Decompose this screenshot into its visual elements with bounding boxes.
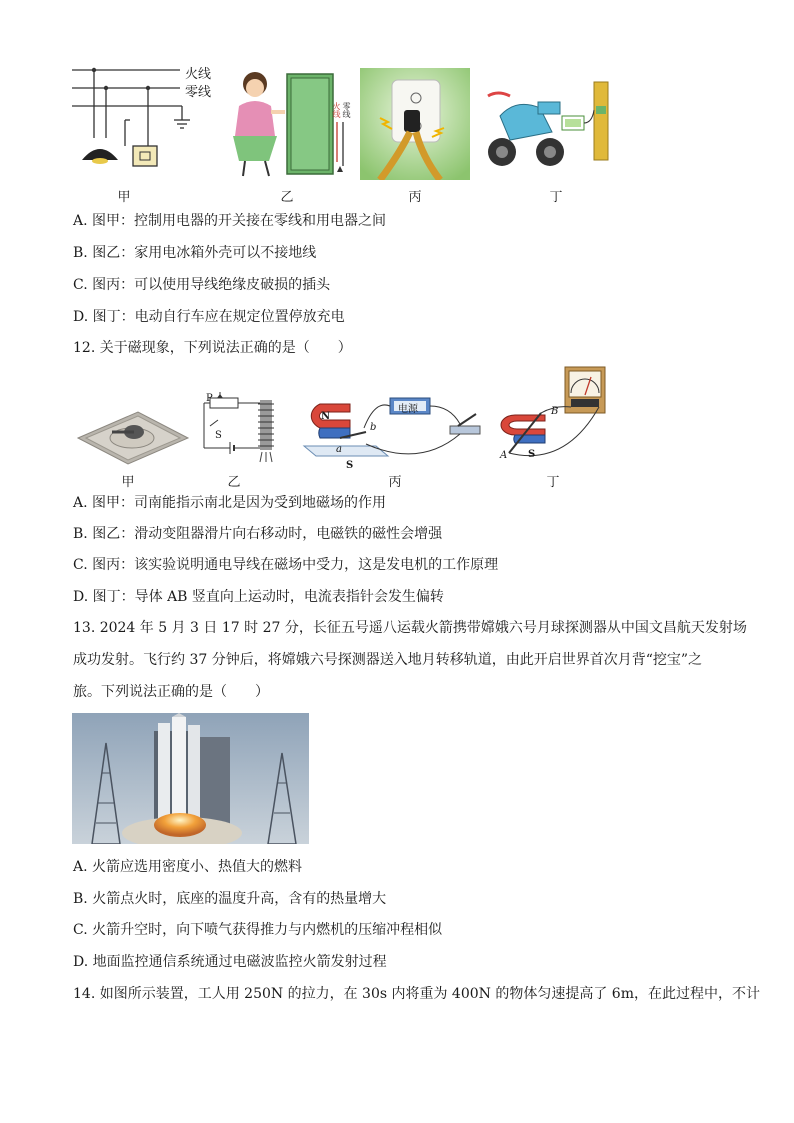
slider-p-label: P	[206, 393, 213, 404]
figure-caption-bing: 丙	[408, 190, 422, 205]
q12-caption-jia: 甲	[121, 475, 135, 490]
q13-option-b: B. 火箭点火时，底座的温度升高，含有的热量增大	[73, 891, 387, 907]
q11-option-d: D. 图丁：电动自行车应在规定位置停放充电	[73, 309, 345, 325]
neutral-short-label: 零线	[342, 102, 351, 118]
q12-caption-bing: 丙	[388, 475, 402, 490]
fridge-figure-yi	[225, 66, 350, 181]
generator-s-label: S	[528, 449, 536, 460]
q13-stem-line-1: 13. 2024 年 5 月 3 日 17 时 27 分，长征五号遥八运载火箭携带嫦娥六号月球探测器从中国文昌航天发射场	[73, 620, 747, 636]
motor-s-label: S	[346, 460, 354, 471]
q13-option-a: A. 火箭应选用密度小、热值大的燃料	[73, 859, 303, 875]
socket-figure-bing	[360, 68, 470, 180]
conductor-a-label: A	[500, 450, 508, 461]
wire-a-label: a	[336, 444, 342, 455]
q12-option-d: D. 图丁：导体 AB 竖直向上运动时，电流表指针会发生偏转	[73, 589, 444, 605]
neutral-wire-label: 零线	[185, 85, 212, 100]
live-wire-label: 火线	[185, 67, 212, 82]
rocket-launch-photo	[72, 713, 309, 844]
q12-option-a: A. 图甲：司南能指示南北是因为受到地磁场的作用	[73, 495, 387, 511]
wire-b-label: b	[370, 422, 377, 433]
figure-caption-yi: 乙	[280, 190, 294, 205]
q12-caption-yi: 乙	[227, 475, 241, 490]
figure-caption-jia: 甲	[117, 190, 131, 205]
live-wire-short-label: 火线	[332, 102, 341, 118]
q12-option-c: C. 图丙：该实验说明通电导线在磁场中受力，这是发电机的工作原理	[73, 557, 499, 573]
q11-option-a: A. 图甲：控制用电器的开关接在零线和用电器之间	[73, 213, 387, 229]
ebike-figure-ding	[480, 76, 615, 176]
q13-stem-line-2: 成功发射。飞行约 37 分钟后，将嫦娥六号探测器送入地月转移轨道，由此开启世界首次月背“挖宝”之	[73, 652, 703, 668]
q13-option-c: C. 火箭升空时，向下喷气获得推力与内燃机的压缩冲程相似	[73, 922, 443, 938]
q12-caption-ding: 丁	[546, 475, 560, 490]
power-supply-label: 电源	[398, 404, 418, 415]
q12-option-b: B. 图乙：滑动变阻器滑片向右移动时，电磁铁的磁性会增强	[73, 526, 443, 542]
q11-option-c: C. 图丙：可以使用导线绝缘皮破损的插头	[73, 277, 331, 293]
q13-stem-line-3: 旅。下列说法正确的是（ ）	[73, 684, 269, 700]
q13-option-d: D. 地面监控通信系统通过电磁波监控火箭发射过程	[73, 954, 387, 970]
sinan-figure-jia	[72, 398, 192, 468]
q12-stem: 12. 关于磁现象，下列说法正确的是（ ）	[73, 340, 352, 356]
switch-s-label: S	[215, 430, 222, 441]
figure-caption-ding: 丁	[549, 190, 563, 205]
q14-stem: 14. 如图所示装置，工人用 250N 的拉力，在 30s 内将重为 400N 的物体匀速提高了 6m，在此过程中，不计	[73, 986, 760, 1002]
motor-n-label: N	[321, 411, 331, 422]
conductor-b-label: B	[551, 406, 559, 417]
q11-option-b: B. 图乙：家用电冰箱外壳可以不接地线	[73, 245, 317, 261]
